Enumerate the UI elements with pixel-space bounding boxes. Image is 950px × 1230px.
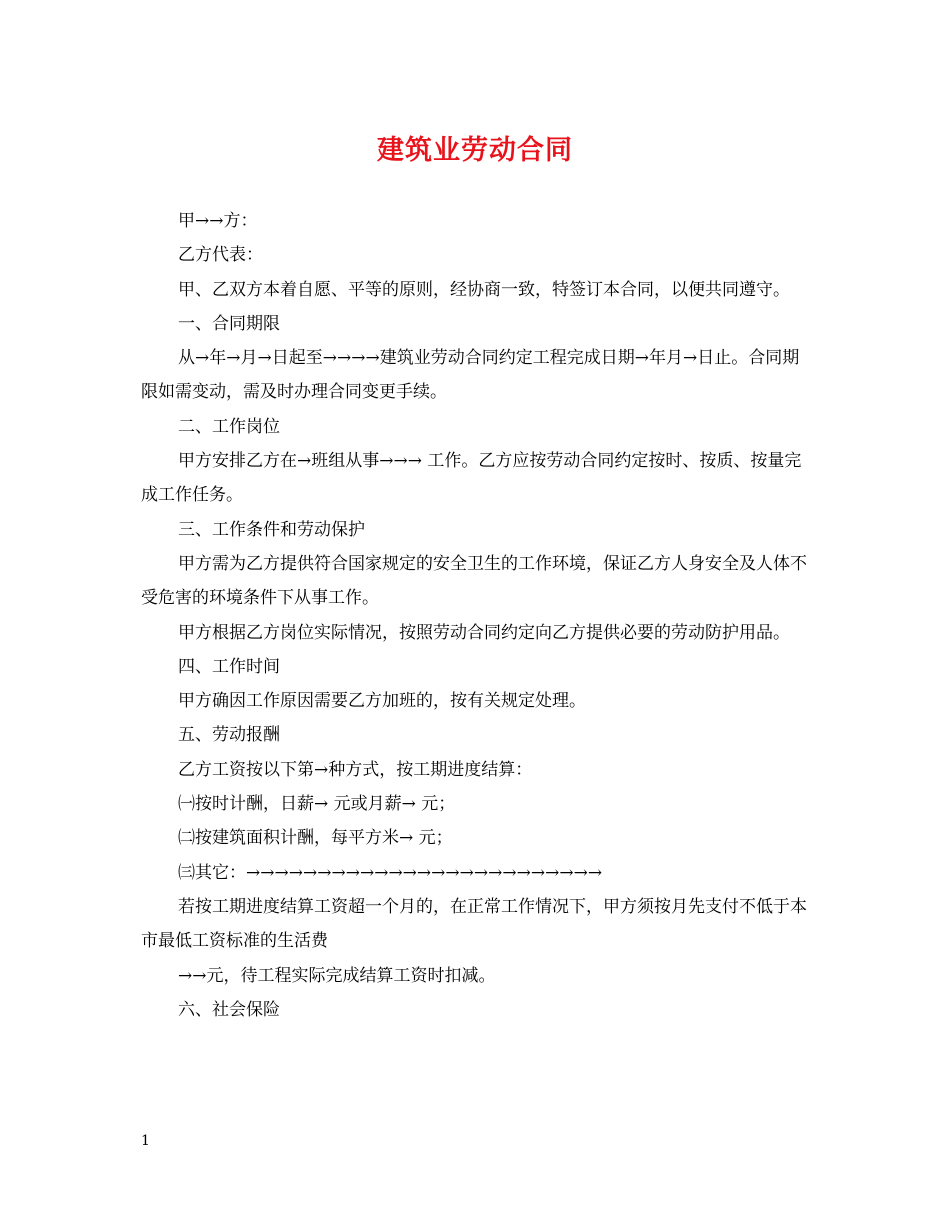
section-heading: 四、工作时间 <box>178 656 280 677</box>
paragraph: 甲方需为乙方提供符合国家规定的安全卫生的工作环境，保证乙方人身安全及人体不受危害的环境条件下从事工作。 <box>141 553 807 609</box>
paragraph: 甲方安排乙方在→班组从事→→→ 工作。乙方应按劳动合同约定按时、按质、按量完成工作任务。 <box>141 451 802 506</box>
document-title: 建筑业劳动合同 <box>377 135 573 166</box>
paragraph: 甲、乙双方本着自愿、平等的原则，经协商一致，特签订本合同，以便共同遵守。 <box>178 279 790 300</box>
paragraph: 甲方根据乙方岗位实际情况，按照劳动合同约定向乙方提供必要的劳动防护用品。 <box>178 622 790 643</box>
section-heading: 一、合同期限 <box>178 313 280 334</box>
document-body <box>141 204 813 1027</box>
list-item: ㈠按时计酬，日薪→ 元或月薪→ 元； <box>178 794 456 815</box>
section-heading: 六、社会保险 <box>178 999 280 1020</box>
paragraph: 甲→→方： <box>178 211 258 231</box>
paragraph: →→元，待工程实际完成结算工资时扣减。 <box>178 965 496 986</box>
paragraph: 乙方工资按以下第→种方式，按工期进度结算： <box>178 759 533 780</box>
section-heading: 五、劳动报酬 <box>178 725 280 746</box>
list-item: ㈡按建筑面积计酬，每平方米→ 元； <box>178 828 453 849</box>
section-heading: 二、工作岗位 <box>178 416 280 437</box>
section-heading: 三、工作条件和劳动保护 <box>178 519 365 540</box>
list-item: ㈢其它：→→→→→→→→→→→→→→→→→→→→→→→→→ <box>178 862 603 883</box>
paragraph: 乙方代表： <box>178 245 263 266</box>
page-number: 1 <box>141 1133 150 1149</box>
paragraph: 若按工期进度结算工资超一个月的，在正常工作情况下，甲方须按月先支付不低于本市最低工资标准的生活费 <box>141 896 807 952</box>
paragraph: 甲方确因工作原因需要乙方加班的，按有关规定处理。 <box>178 691 586 712</box>
paragraph: 从→年→月→日起至→→→→建筑业劳动合同约定工程完成日期→年月→日止。合同期限如需变动，需及时办理合同变更手续。 <box>141 348 800 403</box>
